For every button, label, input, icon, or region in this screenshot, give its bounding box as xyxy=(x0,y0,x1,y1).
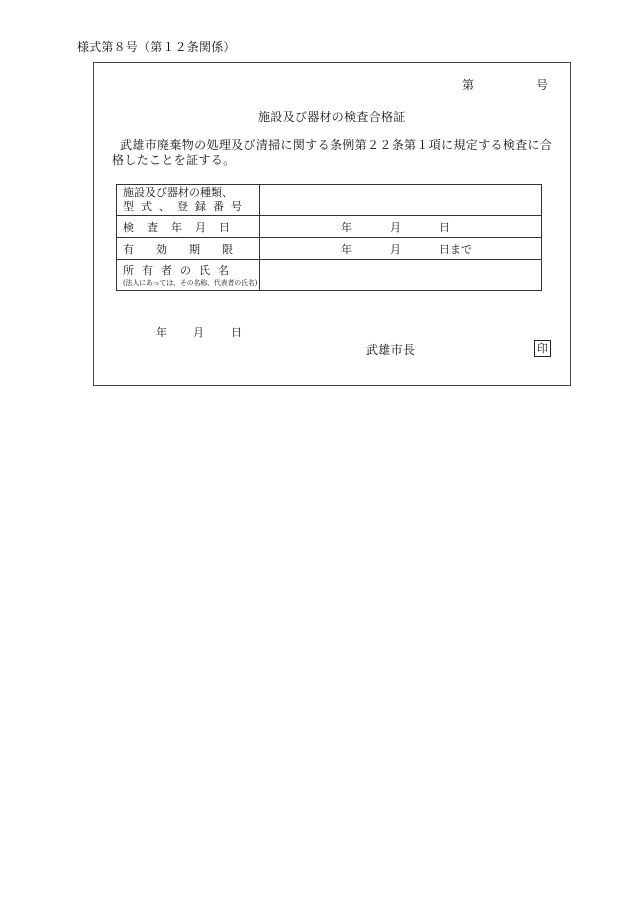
inspection-month-unit: 月 xyxy=(390,220,401,234)
table-row-owner xyxy=(117,260,542,291)
certificate-info-table xyxy=(116,184,542,291)
facility-type-label-line-1: 施設及び器材の種類、 xyxy=(123,186,233,199)
expiry-label: 有効期限 xyxy=(123,242,255,256)
statement-line-2: 格したことを証する。 xyxy=(112,153,236,167)
issue-year-unit: 年 xyxy=(156,326,167,339)
inspection-date-value xyxy=(260,216,542,238)
facility-type-value xyxy=(260,185,542,216)
owner-label-note: (法人にあっては、その名称、代表者の氏名) xyxy=(123,278,258,287)
statement-line-1: 武雄市廃棄物の処理及び清掃に関する条例第２２条第１項に規定する検査に合 xyxy=(120,138,553,152)
inspection-date-label: 検査年月日 xyxy=(123,220,243,234)
owner-value xyxy=(260,260,542,291)
owner-label-cell xyxy=(117,260,260,291)
issuer-title: 武雄市長 xyxy=(366,343,416,357)
certificate-number-prefix: 第 xyxy=(462,78,475,92)
issue-month-unit: 月 xyxy=(193,326,204,339)
table-row-inspection-date xyxy=(117,216,542,238)
issue-day-unit: 日 xyxy=(231,326,242,339)
form-number: 様式第８号（第１２条関係） xyxy=(77,40,236,54)
certificate-number-suffix: 号 xyxy=(536,78,549,92)
inspection-date-label-cell xyxy=(117,216,260,238)
table-row-expiry xyxy=(117,238,542,260)
owner-label: 所有者の氏名 xyxy=(123,263,237,277)
facility-type-label-line-2: 型式、登録番号 xyxy=(123,200,249,213)
expiry-label-cell xyxy=(117,238,260,260)
expiry-value xyxy=(260,238,542,260)
expiry-year-unit: 年 xyxy=(341,242,352,256)
table-row-facility-type xyxy=(117,185,542,216)
expiry-month-unit: 月 xyxy=(390,242,401,256)
document-title: 施設及び器材の検査合格証 xyxy=(258,110,406,124)
facility-type-label xyxy=(117,185,260,216)
seal-mark: 印 xyxy=(534,340,551,357)
expiry-day-unit: 日まで xyxy=(439,242,472,256)
inspection-day-unit: 日 xyxy=(439,220,450,234)
inspection-year-unit: 年 xyxy=(341,220,352,234)
